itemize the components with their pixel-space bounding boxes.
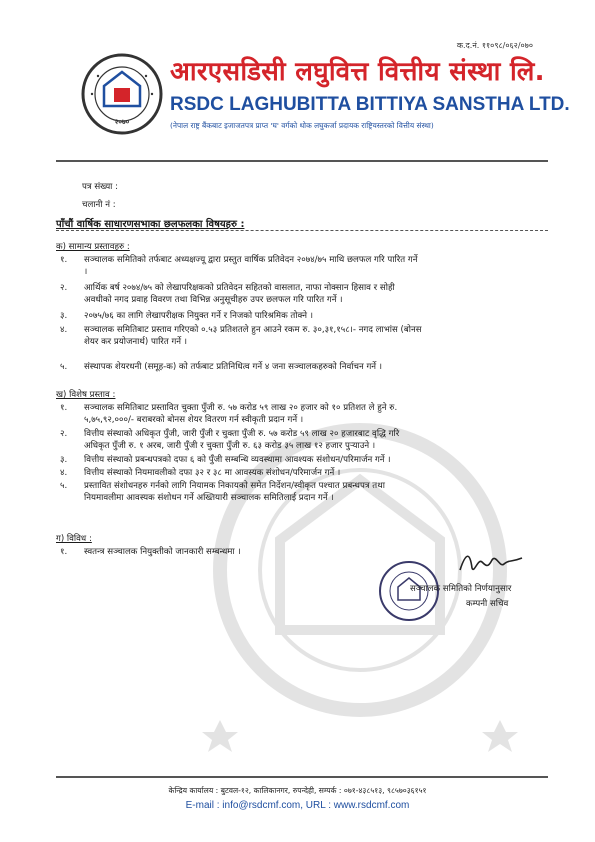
list-item: [60, 361, 530, 374]
list-item: [60, 467, 530, 480]
item-number: ३.: [60, 455, 68, 465]
list-item: [60, 402, 530, 428]
list-item: [60, 254, 530, 280]
list-item: [60, 310, 530, 323]
section-title-special: ख) विशेष प्रस्ताव :: [56, 390, 116, 400]
agenda-heading: पाँचौं वार्षिक साधारणसभाका छलफलका विषयहरु :: [56, 219, 245, 230]
item-line: ।: [84, 267, 88, 278]
chalani-number-field: चलानी नं :: [82, 200, 116, 210]
item-line: वित्तीय संस्थाको प्रबन्धपत्रको दफा ६ को पुँजी सम्बन्धि व्यवस्थामा आवश्यक संशोधन/परिमार्जन गर्ने ।: [84, 455, 391, 465]
footer-contact: E-mail : info@rsdcmf.com, URL : www.rsdcmf.com: [185, 800, 410, 811]
item-number: ३.: [60, 311, 68, 321]
item-number: ५.: [60, 481, 68, 491]
company-logo: [80, 52, 164, 136]
item-number: १.: [60, 403, 68, 413]
header-divider: [56, 160, 548, 162]
heading-divider: [56, 230, 548, 231]
section-title-misc: ग) विविध :: [56, 534, 92, 544]
company-name-english: RSDC LAGHUBITTA BITTIYA SANSTHA LTD.: [170, 94, 570, 115]
list-item: [60, 282, 530, 308]
item-line: स्वतन्त्र सञ्चालक नियुक्तीको जानकारी सम्बन्धमा ।: [84, 547, 241, 557]
company-tagline: (नेपाल राष्ट्र बैंकबाट इजाजतपत्र प्राप्त 'घ' वर्गको थोक लघुकर्जा प्रदायक राष्ट्रियस्तरको वित्तीय संस्था): [170, 121, 434, 130]
item-number: ४.: [60, 325, 68, 335]
list-item: [60, 480, 530, 506]
item-line: आर्थिक बर्ष २०७४/७५ को लेखापरिक्षकको प्रतिवेदन सहितको वासलात, नाफा नोक्सान हिसाव र सोही: [84, 283, 395, 293]
footer-divider: [56, 776, 548, 778]
item-line: सञ्चालक समितिबाट प्रस्तावित चुक्ता पुँजी रु. ५७ करोड ५९ लाख २० हजार को १० प्रतिशत ले हुने रु.: [84, 403, 398, 413]
company-name-nepali: आरएसडिसी लघुवित्त वित्तीय संस्था लि.: [170, 57, 545, 87]
item-number: १.: [60, 547, 68, 557]
item-line: सञ्चालक समितिको तर्फबाट अध्यक्षज्यू द्वारा प्रस्तुत वार्षिक प्रतिवेदन २०७४/७५ माथि छलफल गरि पारित गर्ने: [84, 255, 418, 265]
footer-address: केन्द्रिय कार्यालय : बुटवल-१२, कालिकानगर, रुपन्देही, सम्पर्क : ०७१-४३८५१३, ९८५७०३६१५१: [168, 786, 427, 795]
item-line: ५,७५,९२,०००/- बराबरको बोनस शेयर वितरण गर्न स्वीकृती प्रदान गर्ने ।: [84, 415, 304, 426]
item-line: सञ्चालक समितिबाट प्रस्ताव गरिएको ०.५३ प्रतिशतले हुन आउने रकम रु. ३०,३१,१५८।- नगद लाभांस (बोनस: [84, 325, 422, 335]
item-line: संस्थापक शेयरधनी (समूह-क) को तर्फबाट प्रतिनिधित्व गर्ने ४ जना सञ्चालकहरुको निर्वाचन गर्ने ।: [84, 362, 383, 372]
item-number: ५.: [60, 362, 68, 372]
item-line: प्रस्तावित संशोधनहरु गर्नको लागि नियामक निकायको समेत निर्देशन/स्वीकृत पश्चात प्रबन्धपत्र तथा: [84, 481, 385, 491]
item-line: अवधीको नगद प्रवाह विवरण तथा विभिन्न अनुसूचीहरु उपर छलफल गरि पारित गर्ने ।: [84, 295, 343, 306]
signature-line-1: सञ्चालक समितिको निर्णयानुसार: [410, 584, 512, 594]
list-item: [60, 428, 530, 454]
item-number: २.: [60, 429, 68, 439]
registration-number: क.द.नं. ११०९८/०६२/०७०: [456, 41, 533, 50]
patra-sankhya-field: पत्र संख्या :: [82, 182, 119, 192]
logo-year: २०७०: [114, 118, 130, 126]
signature-mark: [456, 548, 526, 578]
item-line: २०७५/७६ का लागि लेखापरीक्षक नियुक्त गर्ने र निजको पारिश्रमिक तोक्ने ।: [84, 311, 313, 321]
item-number: २.: [60, 283, 68, 293]
list-item: [60, 454, 530, 467]
section-title-general: क) सामान्य प्रस्तावहरु :: [56, 242, 130, 252]
list-item: [60, 324, 530, 350]
item-line: शेयर कर प्रयोजनार्थ) पारित गर्ने ।: [84, 337, 188, 348]
item-line: अधिकृत पुँजी रु. १ अरब, जारी पुँजी र चुक्ता पुँजी रु. ६३ करोड ३५ लाख १२ हजार पुऱ्याउने ।: [84, 441, 376, 452]
item-line: वित्तीय संस्थाको अधिकृत पुँजी, जारी पुँजी र चुक्ता पुँजी रु. ५७ करोड ५९ लाख २० हजारबाट वृद्धि गरि: [84, 429, 400, 439]
item-number: ४.: [60, 468, 68, 478]
item-line: नियमावलीमा आवस्यक संशोधन गर्ने अख्तियारी सञ्चालक समितिलाई प्रदान गर्ने ।: [84, 493, 334, 504]
item-line: वित्तीय संस्थाको नियमावलीको दफा ३२ र ३८ मा आवस्यक संशोधन/परिमार्जन गर्ने ।: [84, 468, 341, 478]
item-number: १.: [60, 255, 68, 265]
signature-line-2: कम्पनी सचिव: [466, 599, 509, 609]
